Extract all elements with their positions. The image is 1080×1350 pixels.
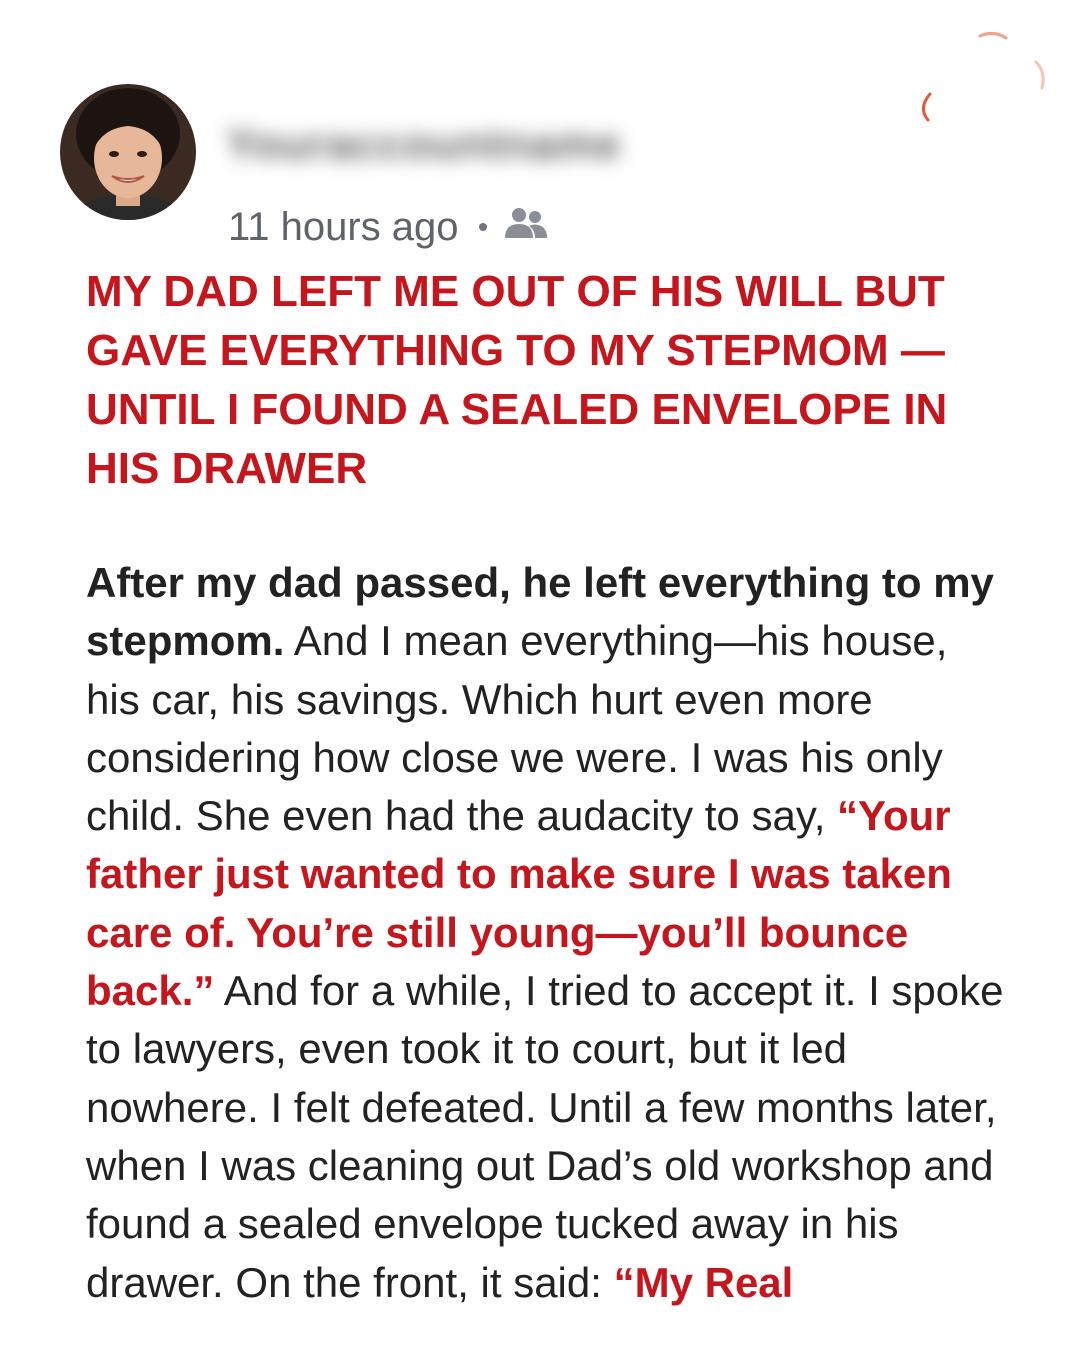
decorative-sparkle-icon <box>908 24 1058 139</box>
post-time[interactable]: 11 hours ago <box>228 204 459 249</box>
quote-1: “Your father just wanted to make sure I was taken care of. You’re still young—you’ll bounce back.” <box>86 792 952 1015</box>
body-lead: After my dad passed, he left everything to my stepmom. <box>86 559 994 665</box>
body-part-1: And I mean everything—his house, his car, his savings. Which hurt even more considering how close we were. I was his only child. She even had the audacity to say, <box>86 617 948 840</box>
friends-icon[interactable] <box>503 205 549 250</box>
author-name[interactable]: Youraccountname <box>226 120 622 169</box>
avatar[interactable] <box>60 84 196 220</box>
separator-dot <box>479 223 487 231</box>
avatar-photo-icon <box>60 84 196 220</box>
post-title: MY DAD LEFT ME OUT OF HIS WILL BUT GAVE EVERYTHING TO MY STEPMOM — UNTIL I FOUND A SEALED ENVELOPE IN HIS DRAWER <box>86 267 948 493</box>
body-part-2: And for a while, I tried to accept it. I spoke to lawyers, even took it to court, but it led nowhere. I felt defeated. Until a few months later, when I was cleaning out Dad’s old workshop and found a sealed envelope tucked away in his drawer. On the front, it said: <box>86 967 1004 1306</box>
post-body <box>86 554 1006 1312</box>
post-meta <box>228 202 549 252</box>
quote-2: “My Real <box>613 1258 794 1306</box>
